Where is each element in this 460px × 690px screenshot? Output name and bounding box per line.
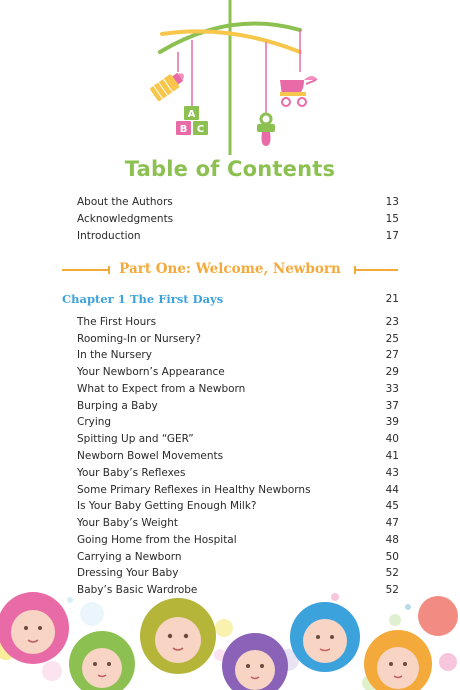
toc-entry-label: About the Authors	[77, 196, 173, 208]
chapter-heading	[62, 290, 399, 308]
toc-section-page: 40	[385, 433, 399, 445]
toc-section	[77, 364, 399, 380]
toc-section-label: Dressing Your Baby	[77, 567, 179, 579]
chapter-number: Chapter 1	[62, 292, 126, 306]
blue-baby-icon	[290, 602, 360, 672]
toc-section-page: 43	[385, 467, 399, 479]
toc-section-label: Going Home from the Hospital	[77, 534, 237, 546]
baby-faces-illustration	[0, 585, 460, 690]
toc-entry-page: 17	[385, 230, 399, 242]
toc-section	[77, 314, 399, 330]
toc-entry-page: 15	[385, 213, 399, 225]
toc-section-label: Crying	[77, 416, 112, 428]
part-title: Part One: Welcome, Newborn	[119, 261, 341, 277]
toc-section-label: Rooming-In or Nursery?	[77, 333, 201, 345]
toc-entry	[77, 228, 399, 244]
toc-section-label: The First Hours	[77, 316, 157, 328]
toc-section-page: 52	[385, 584, 399, 596]
abc-blocks-icon	[176, 106, 208, 135]
toc-section	[77, 448, 399, 464]
toc-section-page: 41	[385, 450, 399, 462]
toc-section	[77, 331, 399, 347]
part-heading	[62, 258, 398, 282]
pacifier-icon	[257, 114, 275, 146]
toc-section-label: Is Your Baby Getting Enough Milk?	[77, 500, 257, 512]
toc-section-page: 44	[385, 484, 399, 496]
toc-section	[77, 347, 399, 363]
toc-section-page: 48	[385, 534, 399, 546]
toc-section	[77, 398, 399, 414]
toc-section-page: 33	[385, 383, 399, 395]
toc-entry	[77, 211, 399, 227]
block-b: B	[179, 124, 188, 135]
toc-section-page: 23	[385, 316, 399, 328]
toc-section-label: Carrying a Newborn	[77, 551, 182, 563]
toc-section	[77, 565, 399, 581]
block-c: C	[196, 124, 205, 135]
chapter-title: The First Days	[130, 292, 224, 306]
toc-entry-label: Introduction	[77, 230, 141, 242]
toc-section	[77, 414, 399, 430]
toc-section-page: 39	[385, 416, 399, 428]
toc-section-label: Baby’s Basic Wardrobe	[77, 584, 198, 596]
toc-section	[77, 482, 399, 498]
toc-section-page: 47	[385, 517, 399, 529]
toc-section-page: 45	[385, 500, 399, 512]
toc-section	[77, 515, 399, 531]
toc-section-label: Spitting Up and “GER”	[77, 433, 194, 445]
toc-section	[77, 549, 399, 565]
toc-section-page: 50	[385, 551, 399, 563]
toc-section-label: Newborn Bowel Movements	[77, 450, 224, 462]
toc-section-label: Burping a Baby	[77, 400, 158, 412]
toc-section-label: Your Newborn’s Appearance	[77, 366, 225, 378]
toc-section-label: Your Baby’s Reflexes	[77, 467, 186, 479]
toc-entry-label: Acknowledgments	[77, 213, 174, 225]
toc-section-label: What to Expect from a Newborn	[77, 383, 246, 395]
toc-section-label: Some Primary Reflexes in Healthy Newborns	[77, 484, 311, 496]
toc-entry-page: 13	[385, 196, 399, 208]
bottle-icon	[149, 52, 188, 102]
stroller-icon	[280, 76, 318, 106]
toc-section	[77, 532, 399, 548]
purple-baby-icon	[222, 633, 288, 690]
toc-section	[77, 431, 399, 447]
page-title: Table of Contents	[124, 157, 336, 181]
toc-section-page: 25	[385, 333, 399, 345]
block-a: A	[187, 109, 196, 120]
toc-section-label: Your Baby’s Weight	[77, 517, 178, 529]
green-baby-icon	[69, 631, 135, 690]
toc-section-page: 27	[385, 349, 399, 361]
pink-baby-icon	[0, 592, 69, 664]
toc-section	[77, 381, 399, 397]
toc-section-page: 29	[385, 366, 399, 378]
toc-entry	[77, 194, 399, 210]
toc-section-page: 37	[385, 400, 399, 412]
toc-section-page: 52	[385, 567, 399, 579]
olive-baby-icon	[140, 598, 216, 674]
toc-section	[77, 498, 399, 514]
toc-section	[77, 465, 399, 481]
chapter-page: 21	[385, 293, 399, 305]
orange-baby-icon	[364, 630, 432, 690]
baby-mobile-illustration	[0, 0, 460, 160]
toc-section-label: In the Nursery	[77, 349, 152, 361]
